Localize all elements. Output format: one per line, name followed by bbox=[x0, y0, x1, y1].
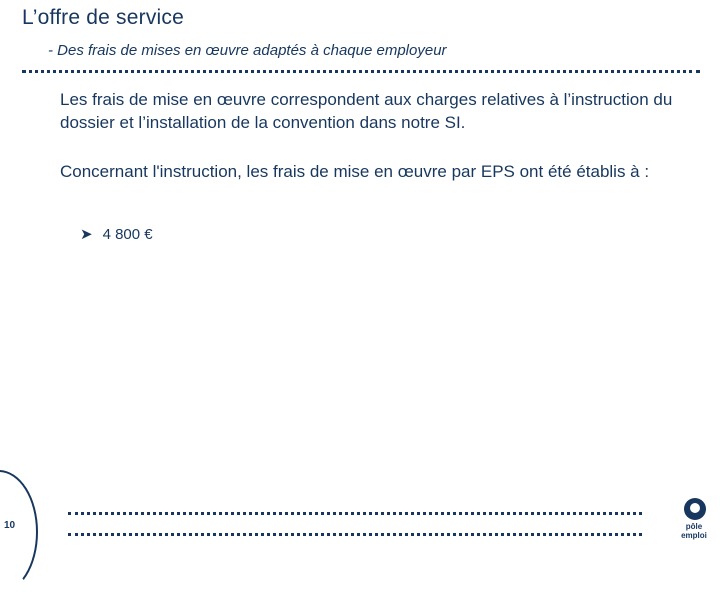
logo-text: pôle emploi bbox=[681, 522, 707, 540]
footer-divider-bottom bbox=[68, 533, 642, 536]
paragraph-frais: Les frais de mise en œuvre correspondent aux charges relatives à l’instruction du dossier et l’installation de la convention dans notre SI. bbox=[60, 90, 673, 132]
pole-emploi-logo bbox=[672, 498, 716, 538]
footer-divider-top bbox=[68, 512, 642, 515]
paragraph-instruction: Concernant l'instruction, les frais de mise en œuvre par EPS ont été établis à : bbox=[60, 162, 650, 181]
slide-title: L’offre de service bbox=[22, 6, 184, 29]
bullet-value: 4 800 € bbox=[102, 225, 153, 243]
bullet-item bbox=[80, 225, 153, 243]
slide-subtitle: - Des frais de mises en œuvre adaptés à chaque employeur bbox=[48, 42, 447, 59]
logo-circle-icon bbox=[684, 498, 706, 520]
page-number: 10 bbox=[4, 520, 16, 531]
corner-arc-decoration bbox=[0, 470, 38, 594]
arrow-right-icon: ➤ bbox=[80, 226, 93, 243]
header-divider bbox=[22, 70, 700, 73]
